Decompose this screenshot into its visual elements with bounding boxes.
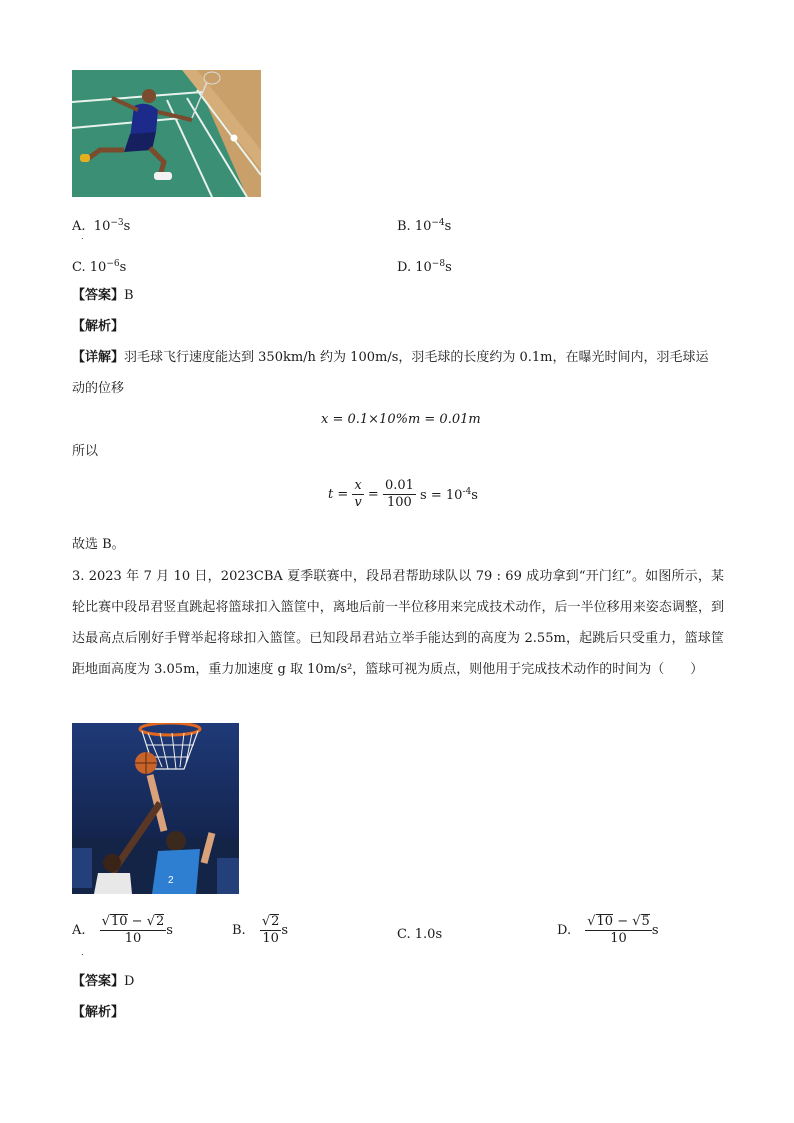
q3-option-b: B. $\frac{√2}{10}$ s <box>232 914 289 946</box>
q2-equation-1: x = 0.1×10%m = 0.01m <box>321 412 481 427</box>
answer-value: B <box>124 288 134 303</box>
q2-answer <box>72 287 134 305</box>
q3-option-a-fraction: $\frac{√10 - √2}{10}$ <box>101 914 165 946</box>
q3-option-d-fraction: $\frac{√10 - √5}{10}$ <box>587 914 650 946</box>
answer-tag: 【答案】 <box>72 288 125 303</box>
basketball-photo <box>72 723 239 894</box>
fraction-001-over-100: $\frac{0.01}{100}$ <box>384 478 414 510</box>
answer-tag: 【答案】 <box>72 974 125 989</box>
q3-option-a: A. $\frac{√10 - √2}{10}$ s <box>72 914 173 946</box>
q2-option-d: D. $10^{-8}s$ <box>397 259 452 275</box>
option-dot: . <box>81 232 84 241</box>
q3-option-d: D. $\frac{√10 - √5}{10}$ s <box>557 914 659 946</box>
q3-option-c: C. 1.0s <box>397 927 443 942</box>
q3-analysis-tag: 【解析】 <box>72 1005 125 1020</box>
q3-answer <box>72 973 134 991</box>
q3-option-b-fraction: $\frac{√2}{10}$ <box>261 914 280 946</box>
q2-equation-2: t = $\frac{x}{v}$ = $\frac{0.01}{100}$ $s = 10^{-4}s$ <box>328 478 478 510</box>
q2-option-a: A. $10^{-3}s$ <box>72 218 131 234</box>
q2-option-c: C. $10^{-6}s$ <box>72 259 127 275</box>
q2-detail-line-2: 动的位移 <box>72 381 125 396</box>
q2-analysis-tag: 【解析】 <box>72 319 125 334</box>
q2-detail-line-1: 【详解】羽毛球飞行速度能达到 350km/h 约为 100m/s，羽毛球的长度约为 0.1m，在曝光时间内，羽毛球运 <box>72 350 709 365</box>
q3-stem: 3. 2023 年 7 月 10 日，2023CBA 夏季联赛中，段昂君帮助球队以 79 : 69 成功拿到“开门红”。如图所示，某轮比赛中段昂君竖直跳起将篮球扣入篮筐中，离地后前一半位移用来完成技术动作，后一半位移用来姿态调整，到达最高点后刚好手臂举起将球扣入篮筐。已知段昂君站立举手能达到的高度为 2.55m，起跳后只受重力，篮球筐距地面高度为 3.05m，重力加速度 g 取 10m/s²，篮球可视为质点，则他用于完成技术动作的时间为（ ） <box>72 569 724 677</box>
fraction-x-over-v: $\frac{x}{v}$ <box>354 478 362 510</box>
q2-so: 所以 <box>72 444 99 459</box>
q2-conclusion: 故选 B。 <box>72 537 125 552</box>
badminton-photo <box>72 70 261 197</box>
detail-tag: 【详解】 <box>72 350 125 365</box>
answer-value: D <box>124 974 135 989</box>
q2-option-b: B. $10^{-4}s$ <box>397 218 452 234</box>
option-dot: . <box>81 948 84 957</box>
svg-text:2: 2 <box>168 875 174 886</box>
